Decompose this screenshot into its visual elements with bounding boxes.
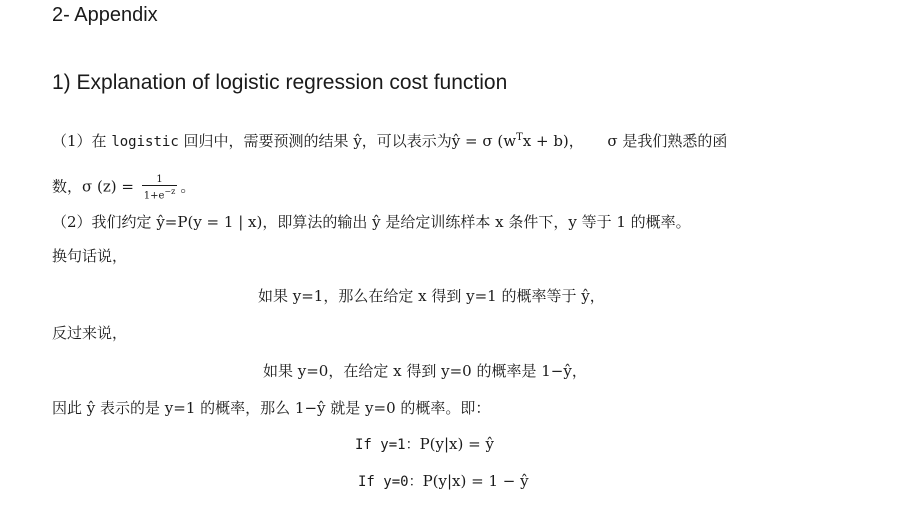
p1-line2-suffix: 。 [180,177,196,196]
paragraph-2-line-2: 换句话说， [52,247,128,265]
p2-formula: ŷ=P(y = 1 | x) [156,213,263,231]
fraction-denominator-sup: −z [164,187,176,196]
fraction-denominator-base: 1+e [143,190,165,202]
if-y1-formula [355,433,494,456]
paragraph-2-line-1 [52,211,691,233]
therefore-line: 因此 ŷ 表示的是 y=1 的概率，那么 1−ŷ 就是 y=0 的概率。即： [52,399,491,417]
p1-after-sup: x + b)， [522,132,584,150]
p1-mid: 回归中，需要预测的结果 ŷ，可以表示为ŷ = σ (w [183,132,517,150]
p1-prefix: （1）在 [52,132,107,150]
conversely-line: 反过来说， [52,324,128,342]
sigmoid-fraction [142,174,178,201]
section-title: 2- Appendix [52,4,158,26]
subsection-title: 1) Explanation of logistic regression cost function [52,71,508,94]
if-y0-expr: P(y|x) = 1 − ŷ [422,472,529,490]
p1-tail: σ 是我们熟悉的函 [607,132,728,150]
paragraph-1-line-1 [52,127,727,153]
if-y1-label: If y=1： [355,437,420,453]
p2-rest: ，即算法的输出 ŷ 是给定训练样本 x 条件下，y 等于 1 的概率。 [262,213,691,231]
p2-prefix: （2）我们约定 [52,213,152,231]
fraction-denominator [142,186,178,201]
case-y-equals-0: 如果 y=0，在给定 x 得到 y=0 的概率是 1−ŷ， [263,362,587,380]
paragraph-1-line-2 [52,174,195,201]
case-y-equals-1: 如果 y=1，那么在给定 x 得到 y=1 的概率等于 ŷ， [258,287,605,305]
fraction-numerator: 1 [142,174,178,186]
if-y0-label: If y=0： [358,474,423,490]
if-y1-expr: P(y|x) = ŷ [419,435,494,453]
p1-line2-prefix: 数，σ (z) = [52,177,134,196]
p1-term: logistic [111,134,179,150]
if-y0-formula [358,470,529,493]
p1-transpose-sup: T [516,132,523,143]
